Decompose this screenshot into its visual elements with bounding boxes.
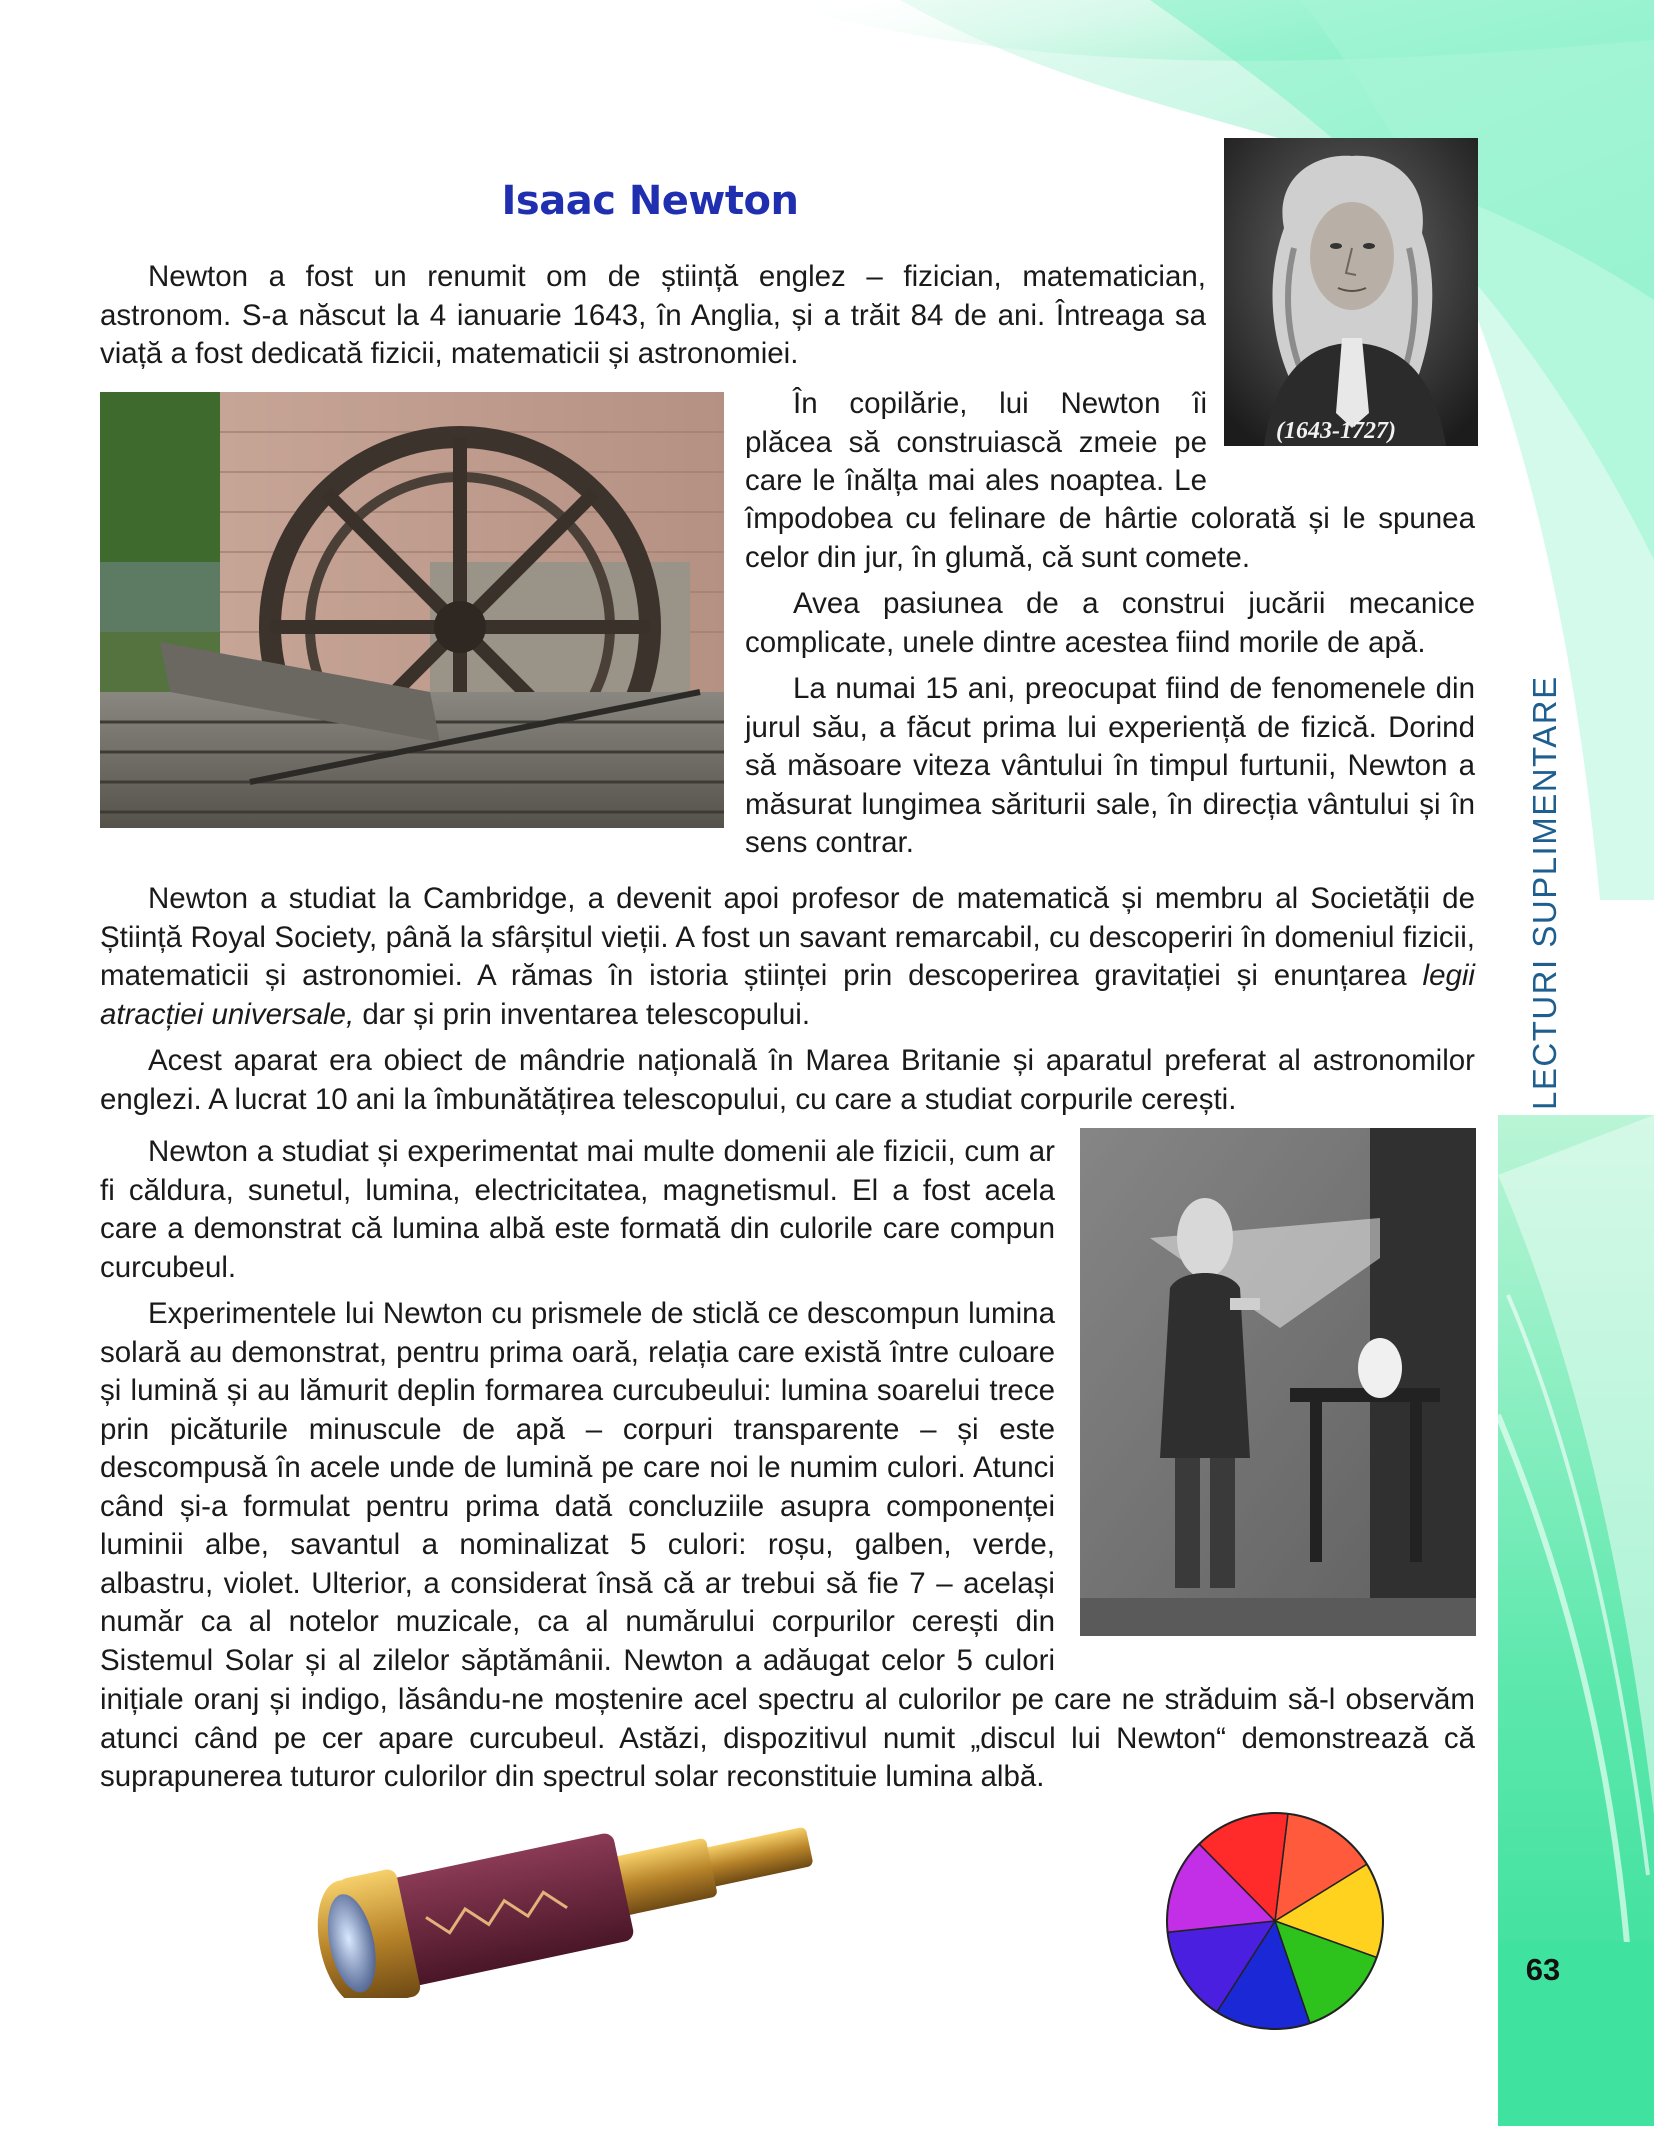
newton-color-disc: [1162, 1808, 1388, 2034]
page-title: Isaac Newton: [501, 178, 799, 224]
paragraph-text: La numai 15 ani, preocupat fiind de fenomenele din jurul său, a făcut prima lui experiență de fizică. Dorind să măsoare viteza vântului în timpul furtunii, Newton a măsurat lungimea săriturii sale, în direcția vântului și în sens contrar.: [745, 672, 1475, 859]
paragraph-text: [100, 880, 1475, 1034]
paragraph-text: Newton a fost un renumit om de știință englez – fizician, matematician, astronom. S-a născut la 4 ianuarie 1643, în Anglia, și a trăit 84 de ani. Întreaga sa viață a fost dedicată fizicii, matematicii și astronomiei.: [100, 260, 1206, 370]
paragraph-physics-column: [100, 1133, 1055, 1680]
newton-disc-svg: [1162, 1808, 1388, 2034]
paragraph-text: Acest aparat era obiect de mândrie națională în Marea Britanie și aparatul preferat al astronomilor englezi. A lucrat 10 ani la îmbunătățirea telescopului, cu care a studiat corpurile cerești.: [100, 1044, 1475, 1116]
paragraph-text: Avea pasiunea de a construi jucării mecanice complicate, unele dintre acestea fiind morile de apă.: [745, 587, 1475, 659]
paragraph-italic-term: legii atracției universale,: [100, 959, 1475, 1031]
portrait-caption: (1643-1727): [1276, 418, 1396, 444]
paragraph-text-part: Newton a studiat la Cambridge, a devenit apoi profesor de matematică și membru al Societății de Știință Royal Society, până la sfârșitul vieții. A fost un savant remarcabil, cu descoperiri în domeniul fizicii, matematicii și astronomiei. A rămas în istoria științei prin descoperirea gravitației și enunțarea: [100, 882, 1475, 992]
paragraph-prism-continued: [100, 1681, 1475, 1805]
telescope-image: [285, 1798, 845, 1998]
page-number: 63: [1525, 1952, 1561, 1987]
side-section-label: LECTURI SUPLIMENTARE: [1526, 675, 1563, 1110]
paragraph-childhood-column: [745, 385, 1207, 501]
paragraph-cambridge: [100, 880, 1475, 1127]
newton-portrait-image: [1224, 138, 1478, 446]
paragraph-text-part: dar și prin inventarea telescopului.: [354, 997, 811, 1031]
paragraph-childhood-continued: [745, 500, 1475, 871]
newton-prism-experiment-image: [1080, 1128, 1476, 1636]
water-mill-image: [100, 392, 724, 828]
paragraph-text: În copilărie, lui Newton îi plăcea să construiască zmeie pe care le înălța mai ales noaptea. Le: [745, 387, 1207, 497]
paragraph-text: împodobea cu felinare de hârtie colorată și le spunea celor din jur, în glumă, că sunt comete.: [745, 502, 1475, 574]
paragraph-intro: [100, 258, 1206, 382]
paragraph-text: inițiale oranj și indigo, lăsându-ne moștenire acel spectru al culorilor pe care ne străduim să-l observăm atunci când pe cer apare curcubeul. Astăzi, dispozitivul numit „discul lui Newton“ demonstrează că suprapunerea tuturor culorilor din spectrul solar reconstituie lumina albă.: [100, 1683, 1475, 1793]
paragraph-text: Experimentele lui Newton cu prismele de sticlă ce descompun lumina solară au demonstrat, pentru prima oară, relația care există între culoare și lumină și au lămurit deplin formarea curcubeului: lumina soarelui trece prin picăturile minuscule de apă – corpuri transparente – și este descompusă în acele unde de lumină pe care noi le numim culori. Atunci când și-a formulat pentru prima dată concluziile asupra componenței luminii albe, savantul a nominalizat 5 culori: roșu, galben, verde, albastru, violet. Ulterior, a considerat însă că ar trebui să fie 7 – același număr ca al notelor muzicale, ca al numărului corpurilor cerești din Sistemul Solar și al zilelor săptămânii. Newton a adăugat celor 5 culori: [100, 1297, 1055, 1677]
paragraph-text: Newton a studiat și experimentat mai multe domenii ale fizicii, cum ar fi căldura, sunetul, lumina, electricitatea, magnetismul. El a fost acela care a demonstrat că lumina albă este formată din culorile care compun curcubeul.: [100, 1135, 1055, 1284]
